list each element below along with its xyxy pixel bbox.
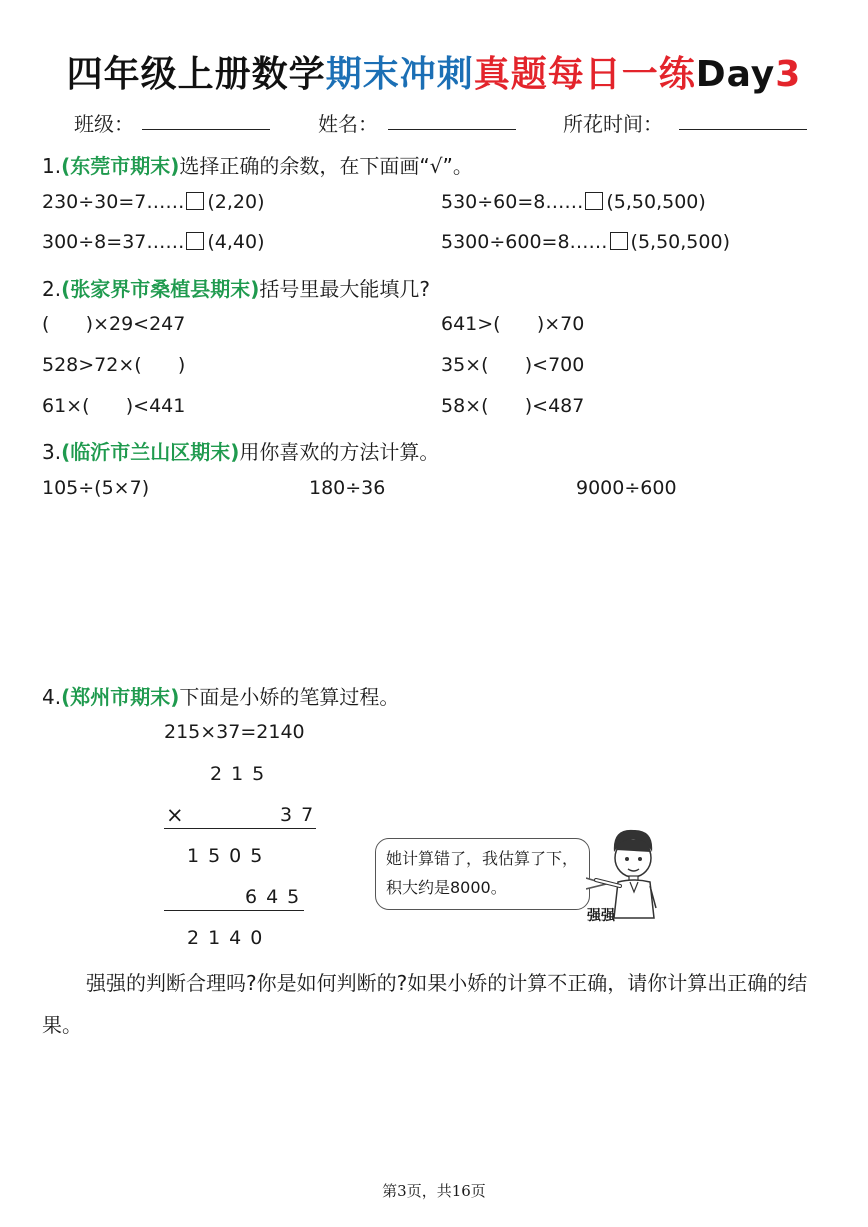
- q2-item[interactable]: 58×( )<487: [441, 395, 585, 417]
- name-label: 姓名：: [318, 112, 378, 136]
- question-number: 4.: [42, 685, 62, 709]
- q2-item[interactable]: ( )×29<247: [42, 313, 186, 335]
- q1-expression: 230÷30=7……: [42, 191, 185, 213]
- q4-question-text: 强强的判断合理吗?你是如何判断的?如果小娇的计算不正确，请你计算出正确的结果。: [42, 971, 808, 1037]
- question-4-heading: [42, 681, 399, 710]
- q4-answer-area[interactable]: [42, 1050, 826, 1160]
- partial-product-1: 1505: [187, 845, 272, 867]
- class-field[interactable]: [142, 129, 270, 130]
- character-name: 强强: [587, 908, 615, 924]
- q2-item[interactable]: 35×( )<700: [441, 354, 585, 376]
- title-part-daily-practice: 真题每日一练: [473, 54, 696, 95]
- q1-options: (4,40): [207, 231, 265, 253]
- question-3-heading: [42, 436, 439, 465]
- speech-bubble-text: 她计算错了，我估算了下，积大约是8000。: [386, 849, 579, 897]
- q1-item: [42, 231, 265, 253]
- answer-checkbox[interactable]: [186, 192, 204, 210]
- time-field[interactable]: [679, 129, 807, 130]
- q1-expression: 530÷60=8……: [441, 191, 584, 213]
- times-sign: ×: [166, 803, 184, 827]
- product-result: 2140: [187, 927, 272, 949]
- question-text: 选择正确的余数，在下面画“√”。: [179, 154, 473, 178]
- answer-checkbox[interactable]: [186, 232, 204, 250]
- wrong-equation: 215×37=2140: [164, 721, 305, 743]
- name-field[interactable]: [388, 129, 516, 130]
- q2-item[interactable]: 528>72×( ): [42, 354, 186, 376]
- q1-options: (2,20): [207, 191, 265, 213]
- title-part-final-sprint: 期末冲刺: [325, 54, 474, 95]
- divider-line: [164, 828, 316, 829]
- q3-expression: 9000÷600: [576, 477, 677, 499]
- question-text: 下面是小娇的笔算过程。: [179, 685, 400, 709]
- q3-expression: 105÷(5×7): [42, 477, 150, 499]
- q1-item: [441, 191, 706, 213]
- class-label: 班级：: [74, 112, 134, 136]
- question-number: 1.: [42, 154, 62, 178]
- time-label: 所花时间：: [563, 112, 663, 136]
- title-part-day: Day: [695, 54, 776, 95]
- page-title: [0, 46, 868, 97]
- answer-checkbox[interactable]: [585, 192, 603, 210]
- q1-expression: 5300÷600=8……: [441, 231, 608, 253]
- q1-item: [441, 231, 730, 253]
- question-source: (张家界市桑植县期末): [61, 277, 260, 301]
- question-text: 括号里最大能填几?: [259, 277, 430, 301]
- multiplicand: 215: [210, 763, 274, 785]
- question-source: (东莞市期末): [61, 154, 180, 178]
- q3-answer-area[interactable]: [42, 510, 826, 670]
- question-number: 2.: [42, 277, 62, 301]
- multiplier: 37: [280, 804, 323, 826]
- divider-line: [164, 910, 304, 911]
- page-number: 第3页，共16页: [382, 1182, 486, 1200]
- question-1-heading: [42, 150, 473, 179]
- question-2-heading: [42, 273, 430, 302]
- q1-options: (5,50,500): [630, 231, 730, 253]
- title-part-day-number: 3: [775, 54, 802, 95]
- q2-item[interactable]: 61×( )<441: [42, 395, 186, 417]
- partial-product-2: 645: [245, 886, 309, 908]
- q3-expression: 180÷36: [309, 477, 386, 499]
- question-source: (临沂市兰山区期末): [61, 440, 240, 464]
- q2-item[interactable]: 641>( )×70: [441, 313, 585, 335]
- q1-options: (5,50,500): [606, 191, 706, 213]
- question-number: 3.: [42, 440, 62, 464]
- q1-item: [42, 191, 265, 213]
- answer-checkbox[interactable]: [610, 232, 628, 250]
- title-part-grade: 四年级上册数学: [66, 54, 326, 95]
- q1-expression: 300÷8=37……: [42, 231, 185, 253]
- question-text: 用你喜欢的方法计算。: [239, 440, 440, 464]
- question-source: (郑州市期末): [61, 685, 180, 709]
